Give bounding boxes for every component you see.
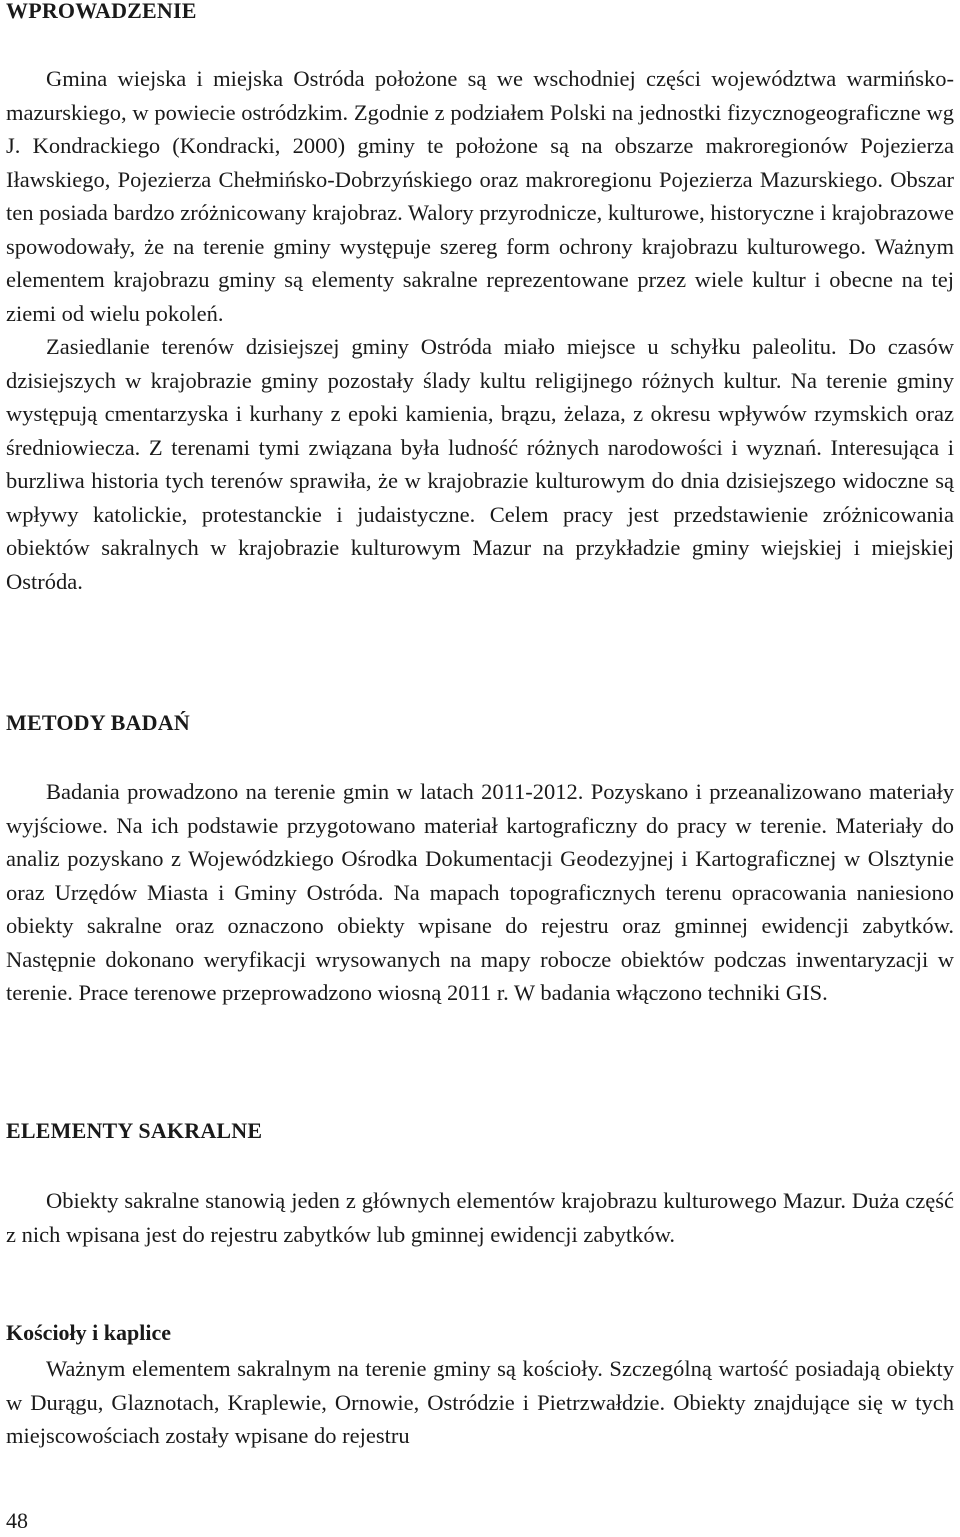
sacral-paragraph: Obiekty sakralne stanowią jeden z głównych elementów krajobrazu kulturowego Mazur. Duża część z nich wpisana jest do rejestru zabytków lub gminnej ewidencji zabytków. <box>6 1188 954 1247</box>
section-heading-intro: WPROWADZENIE <box>6 0 197 23</box>
section-body-intro <box>6 62 954 598</box>
methods-paragraph: Badania prowadzono na terenie gmin w latach 2011-2012. Pozyskano i przeanalizowano materiały wyjściowe. Na ich podstawie przygotowano materiał kartograficzny do pracy w terenie. Materiały do analiz pozyskano z Wojewódzkiego Ośrodka Dokumentacji Geodezyjnej i Kartograficznej w Olsztynie oraz Urzędów Miasta i Gminy Ostróda. Na mapach topograficznych terenu opracowania naniesiono obiekty sakralne oraz oznaczono obiekty wpisane do rejestru oraz gminnej ewidencji zabytków. Następnie dokonano weryfikacji wrysowanych na mapy robocze obiektów podczas inwentaryzacji w terenie. Prace terenowe przeprowadzono wiosną 2011 r. W badania włączono techniki GIS. <box>6 779 954 1005</box>
section-heading-methods: METODY BADAŃ <box>6 710 190 735</box>
section-body-methods <box>6 775 954 1010</box>
intro-paragraph: Gmina wiejska i miejska Ostróda położone są we wschodniej części województwa warmińsko-mazurskiego, w powiecie ostródzkim. Zgodnie z podziałem Polski na jednostki fizycznogeograficzne wg J. Kondrackiego (Kondracki, 2000) gminy te położone są na obszarze makroregionów Pojezierza Iławskiego, Pojezierza Chełmińsko-Dobrzyńskiego oraz makroregionu Pojezierza Mazurskiego. Obszar ten posiada bardzo zróżnicowany krajobraz. Walory przyrodnicze, kulturowe, historyczne i krajobrazowe spowodowały, że na terenie gminy występuje szereg form ochrony krajobrazu kulturowego. Ważnym elementem krajobrazu gminy są elementy sakralne reprezentowane przez wiele kultur i obecne na tej ziemi od wielu pokoleń. <box>6 66 955 326</box>
intro-paragraph-2: Zasiedlanie terenów dzisiejszej gminy Ostróda miało miejsce u schyłku paleolitu. Do czasów dzisiejszych w krajobrazie gminy pozostały ślady kultu religijnego różnych kultur. Na terenie gminy występują cmentarzyska i kurhany z epoki kamienia, brązu, żelaza, z okresu wpływów rzymskich oraz średniowiecza. Z terenami tymi związana była ludność różnych narodowości i wyznań. Interesująca i burzliwa historia tych terenów sprawiła, że w krajobrazie kulturowym do dnia dzisiejszego widoczne są wpływy katolickie, protestanckie i judaistyczne. Celem pracy jest przedstawienie zróżnicowania obiektów sakralnych w krajobrazie kulturowym Mazur na przykładzie gminy wiejskiej i miejskiej Ostróda. <box>6 334 954 594</box>
section-heading-sacral-elements: ELEMENTY SAKRALNE <box>6 1118 263 1143</box>
subsection-body-churches <box>6 1352 954 1453</box>
churches-paragraph: Ważnym elementem sakralnym na terenie gminy są kościoły. Szczególną wartość posiadają obiekty w Durągu, Glaznotach, Kraplewie, Ornowie, Ostródzie i Pietrzwałdzie. Obiekty znajdujące się w tych miejscowościach zostały wpisane do rejestru <box>6 1356 954 1448</box>
subsection-heading-churches: Kościoły i kaplice <box>6 1320 171 1345</box>
page-number: 48 <box>6 1508 28 1533</box>
section-body-sacral-elements <box>6 1184 954 1251</box>
